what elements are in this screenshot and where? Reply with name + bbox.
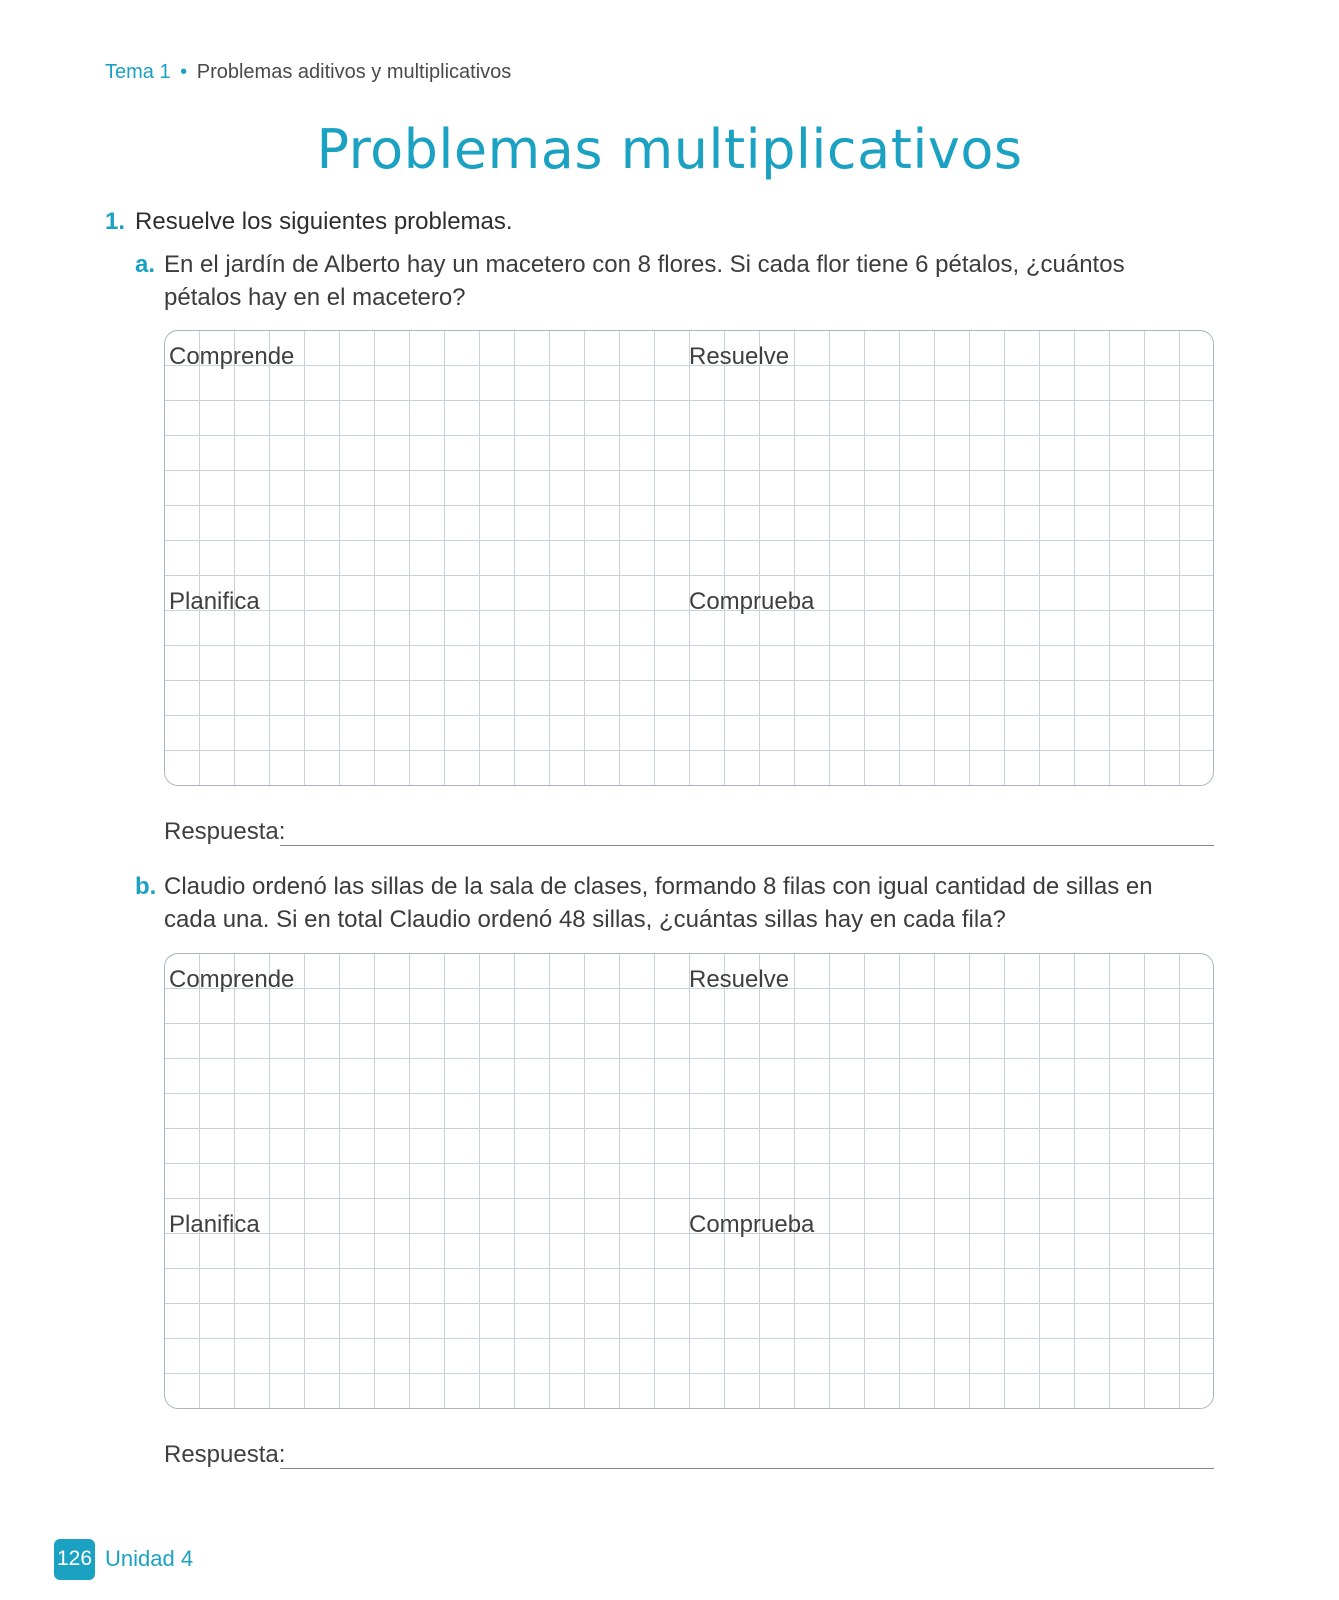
problem-b-letter: b. bbox=[135, 873, 157, 900]
answer-a-line[interactable] bbox=[280, 845, 1214, 846]
answer-a-label: Respuesta: bbox=[164, 818, 286, 845]
problem-b bbox=[135, 870, 1195, 936]
answer-b-label: Respuesta: bbox=[164, 1441, 286, 1468]
page-header bbox=[105, 61, 511, 84]
problem-a-text: En el jardín de Alberto hay un macetero con 8 flores. Si cada flor tiene 6 pétalos, ¿cuántos pétalos hay en el macetero? bbox=[164, 251, 1125, 311]
comprende-label: Comprende bbox=[169, 343, 295, 370]
comprende-label: Comprende bbox=[169, 966, 295, 993]
header-subtitle: Problemas aditivos y multiplicativos bbox=[196, 61, 512, 83]
problem-b-text: Claudio ordenó las sillas de la sala de clases, formando 8 filas con igual cantidad de sillas en cada una. Si en total Claudio ordenó 48 sillas, ¿cuántas sillas hay en cada fila? bbox=[164, 873, 1153, 933]
unit-label: Unidad 4 bbox=[105, 1546, 194, 1571]
instruction-number: 1. bbox=[105, 208, 126, 235]
page-footer bbox=[54, 1537, 193, 1581]
resuelve-label: Resuelve bbox=[689, 343, 790, 370]
work-grid-a[interactable] bbox=[164, 330, 1214, 786]
work-grid-b[interactable] bbox=[164, 953, 1214, 1409]
page-title: Problemas multiplicativos bbox=[316, 118, 1023, 181]
tema-label: Tema 1 bbox=[105, 61, 171, 83]
comprueba-label: Comprueba bbox=[689, 588, 815, 615]
header-separator: • bbox=[180, 61, 188, 83]
instruction-text: Resuelve los siguientes problemas. bbox=[135, 208, 513, 235]
planifica-label: Planifica bbox=[169, 588, 260, 615]
answer-a bbox=[164, 818, 1214, 850]
planifica-label: Planifica bbox=[169, 1211, 260, 1238]
answer-b bbox=[164, 1441, 1214, 1473]
problem-a bbox=[135, 248, 1195, 314]
resuelve-label: Resuelve bbox=[689, 966, 790, 993]
problem-a-letter: a. bbox=[135, 251, 156, 278]
answer-b-line[interactable] bbox=[280, 1468, 1214, 1469]
instruction bbox=[105, 208, 513, 236]
page-number: 126 bbox=[54, 1539, 95, 1580]
comprueba-label: Comprueba bbox=[689, 1211, 815, 1238]
